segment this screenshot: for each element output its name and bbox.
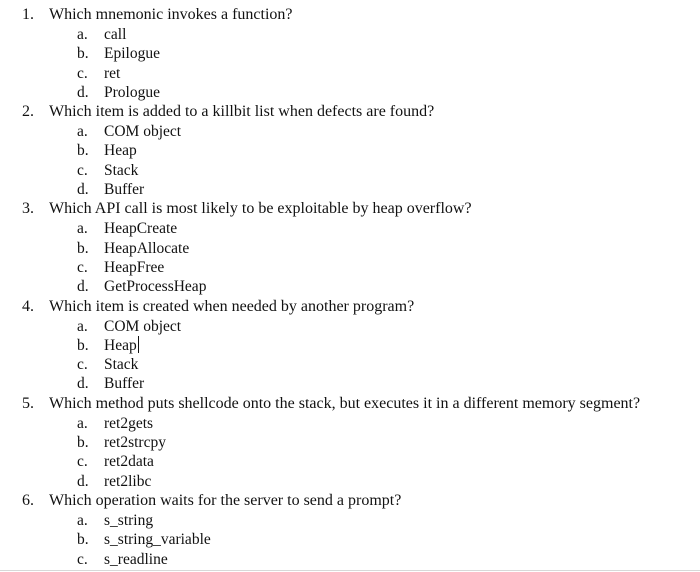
- quiz-document: [0, 5, 700, 569]
- answer-option: [0, 317, 700, 336]
- option-text: HeapCreate: [104, 220, 178, 238]
- option-letter: d.: [77, 375, 89, 393]
- option-letter: b.: [77, 45, 89, 63]
- question-text: Which API call is most likely to be exploitable by heap overflow?: [49, 200, 472, 218]
- answer-option: [0, 374, 700, 393]
- option-text: ret2data: [104, 453, 154, 471]
- option-letter: d.: [77, 181, 89, 199]
- option-text: Epilogue: [104, 45, 160, 63]
- bottom-divider: [0, 570, 700, 571]
- question-text: Which operation waits for the server to send a prompt?: [49, 491, 402, 509]
- answer-option: [0, 44, 700, 63]
- option-text: [104, 336, 139, 355]
- option-text: ret2libc: [104, 472, 152, 490]
- answer-option: [0, 64, 700, 83]
- answer-option: [0, 161, 700, 180]
- option-letter: b.: [77, 531, 89, 549]
- question-6: [0, 491, 700, 511]
- text-cursor: [138, 336, 139, 353]
- option-text: s_string: [104, 511, 154, 529]
- option-letter: b.: [77, 336, 89, 354]
- option-letter: b.: [77, 142, 89, 160]
- question-number: 1.: [22, 6, 34, 23]
- option-letter: a.: [77, 511, 88, 529]
- answer-option: [0, 511, 700, 530]
- question-number: 2.: [22, 103, 34, 121]
- question-3: [0, 199, 700, 219]
- option-text: COM object: [104, 123, 182, 141]
- option-letter: a.: [77, 123, 88, 141]
- option-letter: d.: [77, 472, 89, 490]
- option-letter: b.: [77, 239, 89, 257]
- option-letter: c.: [77, 161, 88, 179]
- option-text: Stack: [104, 161, 139, 179]
- answer-option: [0, 277, 700, 296]
- option-text: Prologue: [104, 83, 160, 101]
- option-letter: a.: [77, 26, 88, 43]
- answer-option: [0, 452, 700, 471]
- option-text: ret2strcpy: [104, 434, 166, 452]
- answer-option: [0, 336, 700, 355]
- answer-option: [0, 141, 700, 160]
- answer-option: [0, 355, 700, 374]
- question-number: 3.: [22, 200, 34, 218]
- question-number: 5.: [22, 394, 34, 412]
- answer-option: [0, 550, 700, 569]
- option-text-value: Heap: [104, 336, 137, 354]
- question-4: [0, 297, 700, 317]
- answer-option: [0, 83, 700, 102]
- option-letter: c.: [77, 356, 88, 374]
- option-letter: c.: [77, 64, 88, 82]
- question-text: Which method puts shellcode onto the stack, but executes it in a different memory segment?: [49, 394, 641, 412]
- option-letter: d.: [77, 278, 89, 296]
- answer-option: [0, 433, 700, 452]
- option-text: GetProcessHeap: [104, 278, 207, 296]
- answer-option: [0, 472, 700, 491]
- option-text: s_readline: [104, 550, 168, 568]
- option-letter: c.: [77, 258, 88, 276]
- answer-option: [0, 239, 700, 258]
- option-letter: c.: [77, 453, 88, 471]
- option-letter: d.: [77, 83, 89, 101]
- option-text: call: [104, 26, 127, 43]
- answer-option: [0, 219, 700, 238]
- option-text: ret: [104, 64, 121, 82]
- option-letter: c.: [77, 550, 88, 568]
- question-text: Which item is added to a killbit list when defects are found?: [49, 103, 435, 121]
- option-text: ret2gets: [104, 414, 154, 432]
- question-text: Which mnemonic invokes a function?: [49, 6, 293, 23]
- question-2: [0, 102, 700, 122]
- option-letter: a.: [77, 220, 88, 238]
- option-text: Buffer: [104, 375, 145, 393]
- option-text: Stack: [104, 356, 139, 374]
- answer-option: [0, 122, 700, 141]
- option-text: HeapFree: [104, 258, 165, 276]
- option-text: s_string_variable: [104, 531, 211, 549]
- answer-option: [0, 180, 700, 199]
- option-text: HeapAllocate: [104, 239, 190, 257]
- question-text: Which item is created when needed by another program?: [49, 297, 415, 315]
- option-letter: a.: [77, 317, 88, 335]
- answer-option: [0, 25, 700, 44]
- option-letter: a.: [77, 414, 88, 432]
- answer-option: [0, 258, 700, 277]
- option-letter: b.: [77, 434, 89, 452]
- question-1: [0, 5, 700, 25]
- option-text: COM object: [104, 317, 182, 335]
- option-text: Buffer: [104, 181, 145, 199]
- answer-option: [0, 414, 700, 433]
- question-number: 6.: [22, 491, 34, 509]
- question-5: [0, 394, 700, 414]
- option-text: Heap: [104, 142, 137, 160]
- answer-option: [0, 530, 700, 549]
- question-number: 4.: [22, 297, 34, 315]
